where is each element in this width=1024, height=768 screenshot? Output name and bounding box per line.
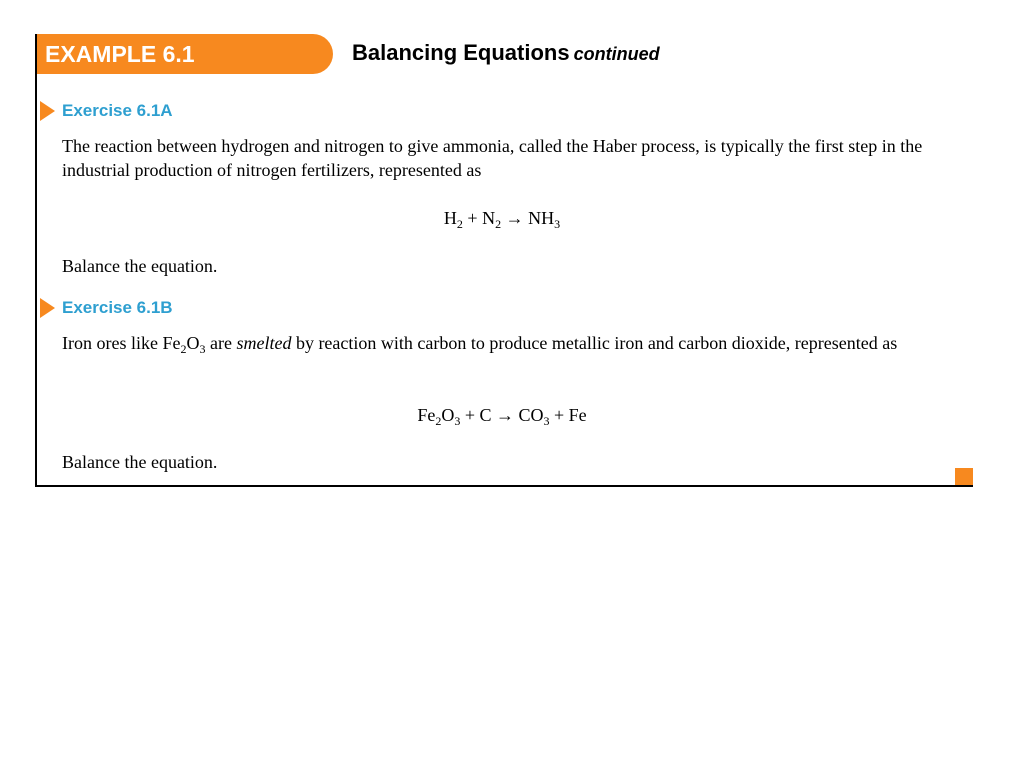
frame-bottom-border bbox=[35, 485, 973, 487]
exercise-b-instruction: Balance the equation. bbox=[62, 452, 218, 472]
example-tab-label: EXAMPLE 6.1 bbox=[45, 41, 195, 67]
eq-b-arrow-icon: → bbox=[496, 405, 514, 425]
exercise-b-text-4: by reaction with carbon to produce metallic iron and carbon dioxide, represented as bbox=[291, 333, 898, 353]
eq-a-n: N bbox=[482, 208, 496, 228]
triangle-right-icon bbox=[40, 101, 55, 121]
exercise-a-label: Exercise 6.1A bbox=[62, 101, 173, 120]
exercise-b-text-2: O bbox=[186, 333, 200, 353]
eq-b-co: CO bbox=[514, 405, 544, 425]
eq-b-fe-sub: 2 bbox=[435, 414, 442, 428]
eq-b-o: O bbox=[441, 405, 455, 425]
eq-a-plus: + bbox=[462, 208, 483, 228]
exercise-a-equation bbox=[62, 206, 942, 230]
example-title bbox=[352, 40, 660, 66]
eq-a-n-sub: 2 bbox=[495, 217, 502, 231]
eq-b-co-sub: 3 bbox=[543, 414, 550, 428]
exercise-b-text bbox=[62, 331, 942, 355]
end-of-example-square-icon bbox=[955, 468, 973, 485]
exercise-b-equation bbox=[62, 403, 942, 427]
eq-a-nh: NH bbox=[528, 208, 555, 228]
exercise-a-text: The reaction between hydrogen and nitrogen to give ammonia, called the Haber process, is typically the first step in the industrial production of nitrogen fertilizers, represented as bbox=[62, 136, 923, 180]
exercise-b-sub-1: 2 bbox=[180, 342, 187, 356]
example-tab bbox=[37, 34, 333, 74]
exercise-b-text-1: Iron ores like Fe bbox=[62, 333, 181, 353]
eq-b-plus-fe: + Fe bbox=[549, 405, 587, 425]
exercise-b-emphasis: smelted bbox=[236, 333, 292, 353]
exercise-a-heading bbox=[40, 100, 173, 122]
exercise-a-instruction: Balance the equation. bbox=[62, 256, 218, 276]
example-title-text: Balancing Equations bbox=[352, 40, 570, 65]
eq-a-nh-sub: 3 bbox=[554, 217, 561, 231]
eq-b-o-sub: 3 bbox=[454, 414, 461, 428]
eq-b-plus-c: + C bbox=[460, 405, 496, 425]
exercise-b-sub-2: 3 bbox=[199, 342, 206, 356]
eq-a-h: H bbox=[443, 208, 457, 228]
frame-left-border bbox=[35, 34, 37, 487]
exercise-b-text-3: are bbox=[205, 333, 237, 353]
eq-b-fe: Fe bbox=[417, 405, 436, 425]
eq-a-h-sub: 2 bbox=[456, 217, 463, 231]
exercise-b-heading bbox=[40, 297, 173, 319]
eq-a-arrow-icon: → bbox=[501, 208, 529, 228]
exercise-b-label: Exercise 6.1B bbox=[62, 298, 173, 317]
example-title-continued: continued bbox=[573, 44, 660, 64]
triangle-right-icon bbox=[40, 298, 55, 318]
